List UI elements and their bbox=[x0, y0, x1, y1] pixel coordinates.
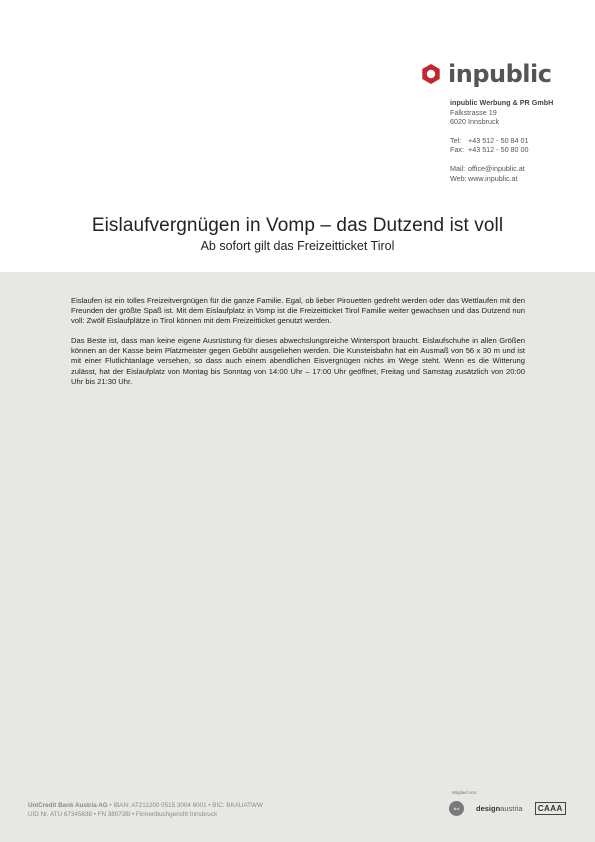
tirol-logo-text: tirol bbox=[453, 806, 460, 811]
designaustria-bold: design bbox=[476, 804, 501, 813]
paragraph: Das Beste ist, dass man keine eigene Ausrüstung für dieses abwechslungsreiche Wintersport braucht. Eislaufschuhe in allen Größen können an der Kasse beim Platzmeister gegen Gebühr ausgeliehen werden. Die Kunsteisbahn hat ein Ausmaß von 56 x 30 m und ist mit einer Flutlichtanlage versehen, so dass auch einem abendlichen Eisvergnügen nichts im Wege steht. Wenn es die Witterung zulässt, hat der Eislaufplatz von Montag bis Sonntag von 14:00 Uhr – 17:00 Uhr geöffnet, Freitag und Samstag zusätzlich von 20:00 Uhr bis 21:30 Uhr. bbox=[71, 336, 525, 386]
tirol-logo bbox=[449, 801, 464, 816]
bank-name: UniCredit Bank Austria AG bbox=[28, 802, 108, 809]
article-title: Eislaufvergnügen in Vomp – das Dutzend ist voll bbox=[91, 215, 504, 236]
footer-line-1 bbox=[28, 802, 263, 811]
caaa-logo: CAAA bbox=[535, 802, 566, 815]
web-row bbox=[450, 174, 553, 184]
phone-row bbox=[450, 136, 553, 146]
web-label: Web: bbox=[450, 173, 467, 183]
mail-label: Mail: bbox=[450, 163, 466, 173]
logo-text: inpublic bbox=[448, 60, 552, 88]
article-body bbox=[71, 296, 525, 397]
web-address[interactable]: www.inpublic.at bbox=[468, 173, 518, 183]
footer-line-2: UID Nr. ATU 67345838 • FN 380738i • Firmenbuchgericht Innsbruck bbox=[28, 810, 218, 818]
sender-address bbox=[450, 98, 553, 183]
mail-address[interactable]: office@inpublic.at bbox=[468, 163, 525, 173]
fax-number: +43 512 - 50 80 00 bbox=[468, 145, 529, 155]
phone-number: +43 512 - 50 84 01 bbox=[468, 135, 529, 145]
partner-logos bbox=[449, 801, 566, 816]
hexagon-logo-icon bbox=[420, 63, 442, 85]
street: Falkstrasse 19 bbox=[450, 107, 497, 117]
fax-row bbox=[450, 145, 553, 155]
mail-row bbox=[450, 164, 553, 174]
phone-label: Tel: bbox=[450, 135, 462, 145]
inpublic-logo bbox=[420, 62, 551, 86]
membership-label: Mitglied von bbox=[452, 790, 477, 795]
paragraph: Eislaufen ist ein tolles Freizeitvergnügen für die ganze Familie. Egal, ob lieber Pirouetten gedreht werden oder das Wettlaufen mit den Freunden der größte Spaß ist. Mit dem Eislaufplatz in Vomp ist die Freizeitticket Tirol Familie weiter gewachsen und das Dutzend nun voll: Zwölf Eislaufplätze in Tirol können mit dem Freizeitticket genutzt werden. bbox=[71, 296, 525, 326]
footer-bank-info bbox=[28, 802, 263, 820]
article-subtitle: Ab sofort gilt das Freizeitticket Tirol bbox=[200, 239, 395, 253]
bank-details: • IBAN: AT211200 0515 3004 6001 • BIC: BKAUATWW bbox=[107, 802, 263, 809]
designaustria-rest: austria bbox=[500, 804, 523, 813]
designaustria-logo bbox=[476, 804, 523, 813]
city: 6020 Innsbruck bbox=[450, 117, 500, 127]
fax-label: Fax: bbox=[450, 145, 464, 155]
company-name: inpublic Werbung & PR GmbH bbox=[450, 98, 554, 107]
